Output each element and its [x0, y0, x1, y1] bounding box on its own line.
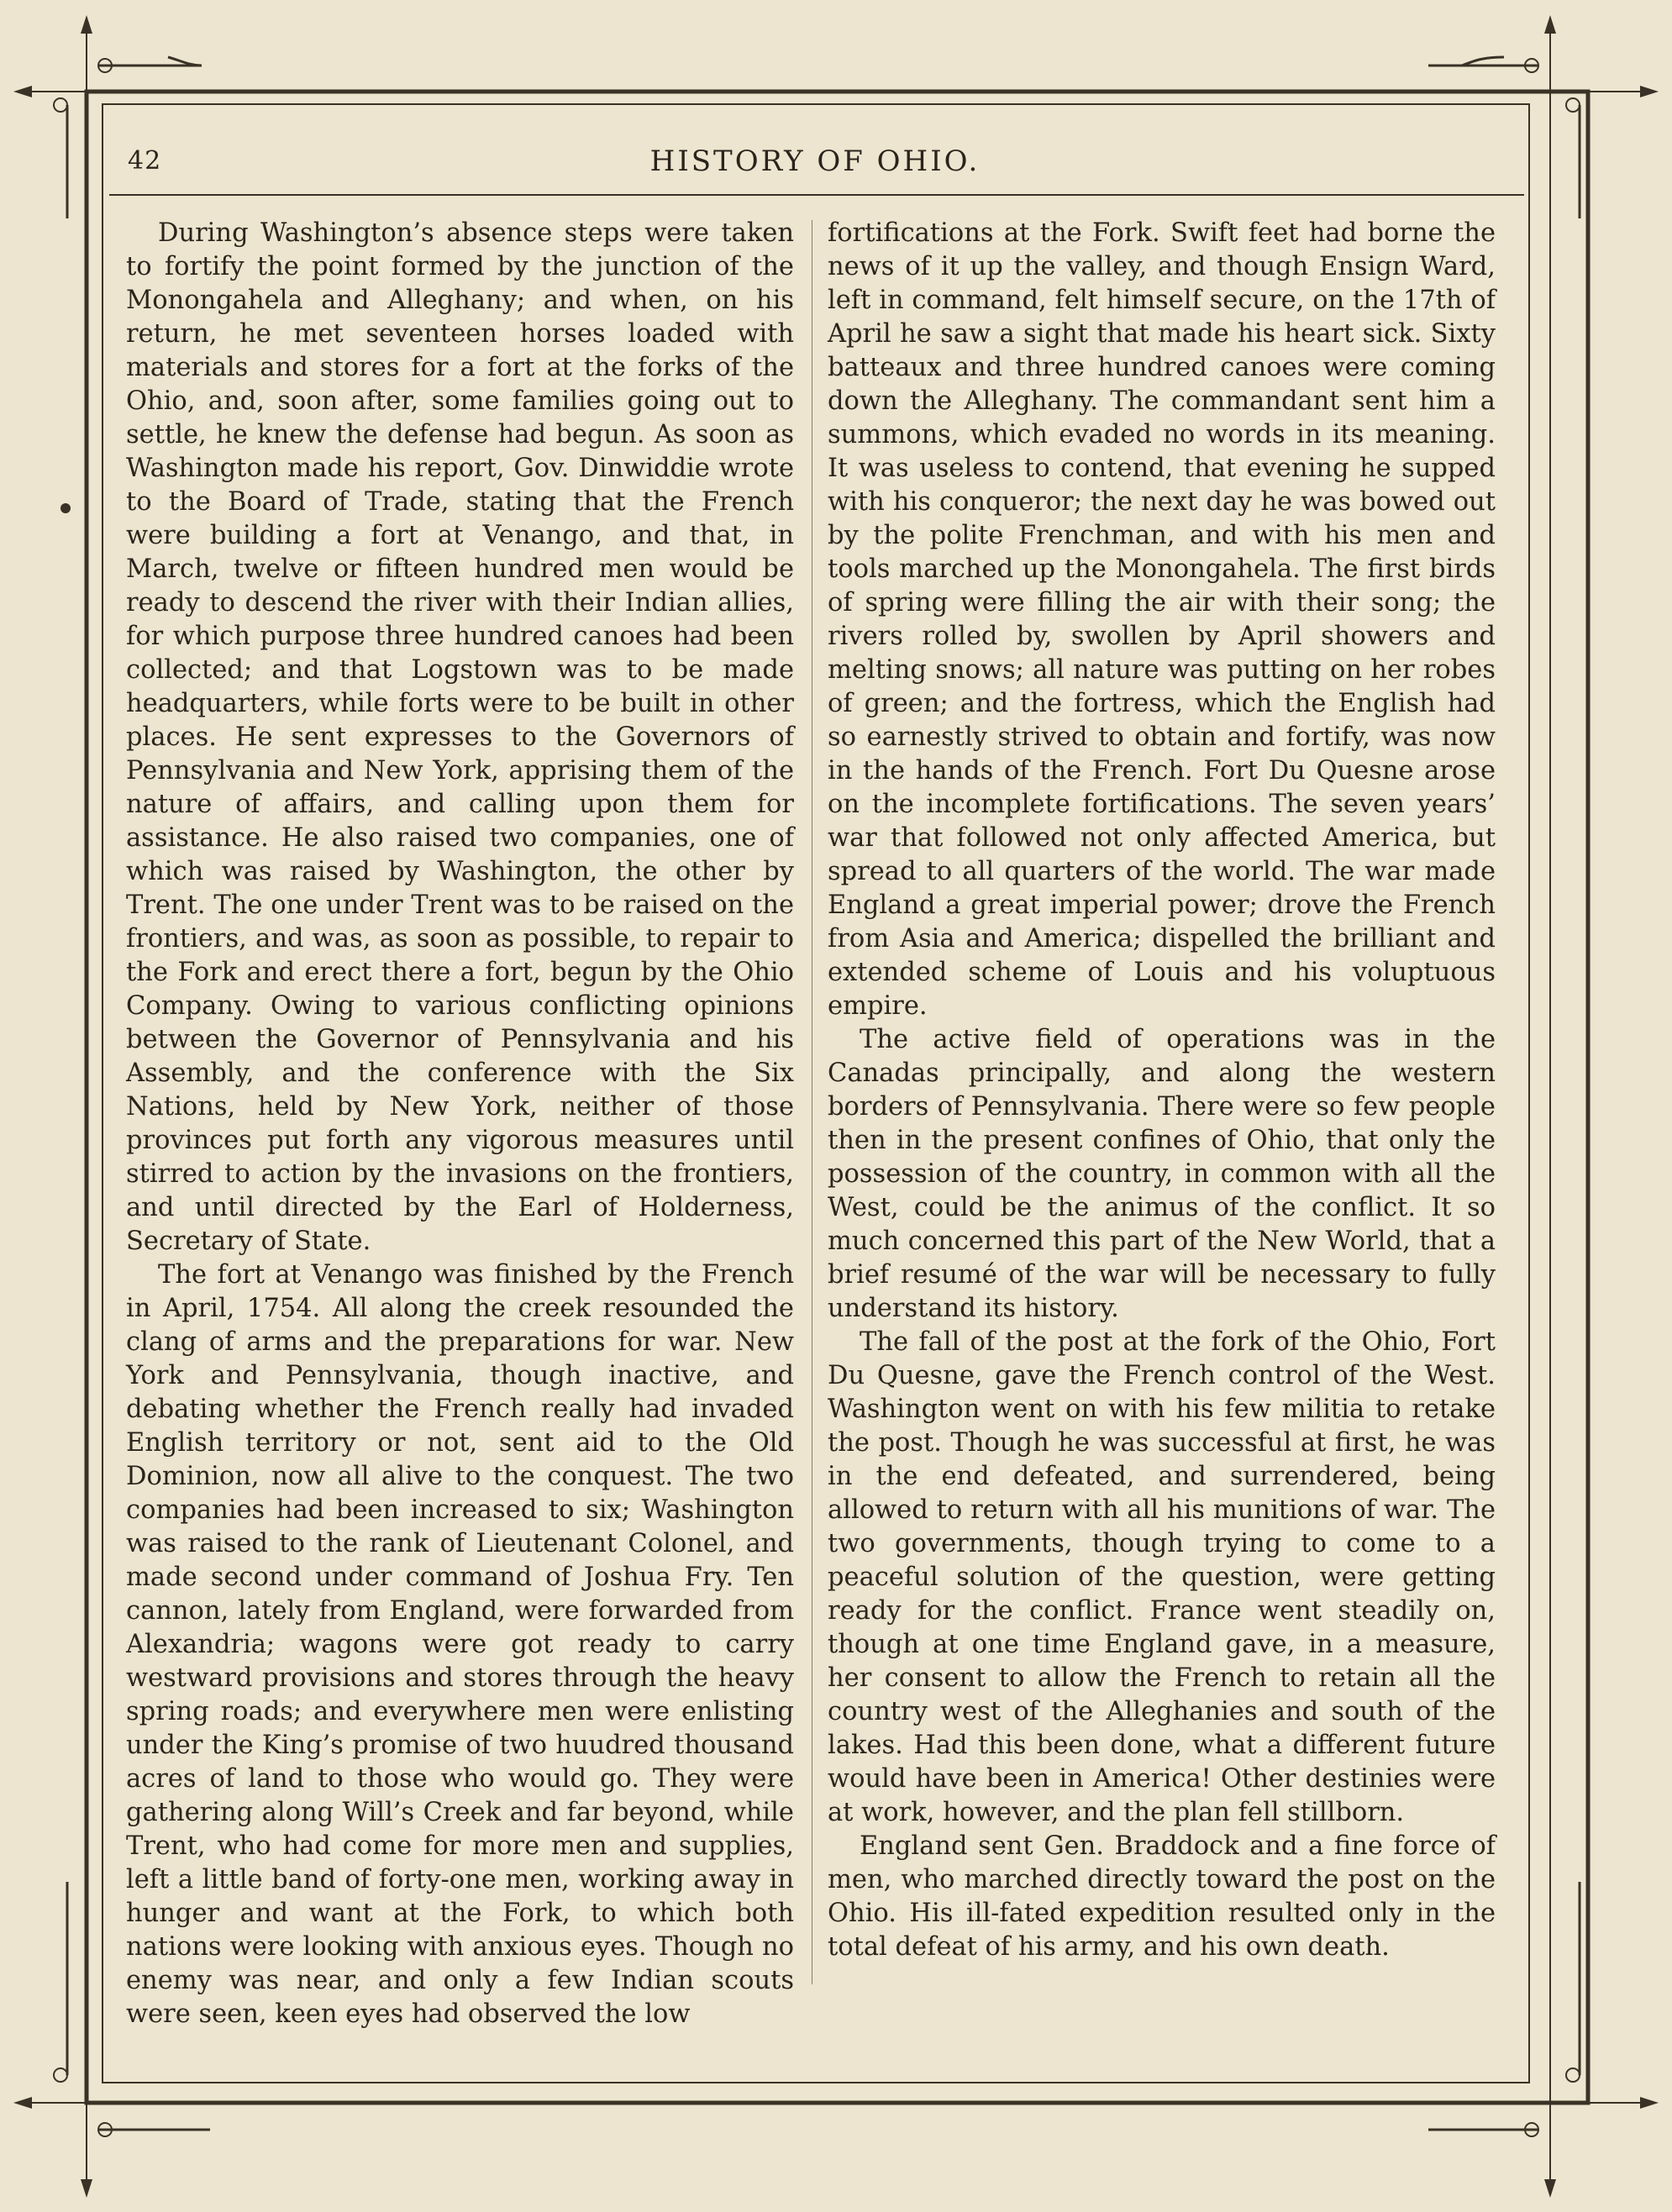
- paragraph: The fort at Venango was finished by the French in April, 1754. All along the creek resounded the clang of arms and the preparations for war. New York and Pennsylvania, though inactive, and debating whether the French really had invaded English territory or not, sent aid to the Old Dominion, now all alive to the conquest. The two companies had been increased to six; Washington was raised to the rank of Lieutenant Colonel, and made second under command of Joshua Fry. Ten cannon, lately from England, were forwarded from Alexandria; wagons were got ready to carry westward provisions and stores through the heavy spring roads; and everywhere men were enlisting under the King’s promise of two huudred thousand acres of land to those who would go. They were gathering along Will’s Creek and far beyond, while Trent, who had come for more men and supplies, left a little band of forty-one men, working away in hunger and want at the Fork, to which both nations were looking with anxious eyes. Though no enemy was near, and only a few Indian scouts were seen, keen eyes had observed the low: [126, 1260, 794, 2029]
- page-number: 42: [128, 146, 162, 176]
- paragraph: fortifications at the Fork. Swift feet had borne the news of it up the valley, and though Ensign Ward, left in command, felt himself secure, on the 17th of April he saw a sight that made his heart sick. Sixty batteaux and three hundred canoes were coming down the Alleghany. The commandant sent him a summons, which evaded no words in its meaning. It was useless to contend, that evening he supped with his conqueror; the next day he was bowed out by the polite Frenchman, and with his men and tools marched up the Monongahela. The first birds of spring were filling the air with their song; the rivers rolled by, swollen by April showers and melting snows; all nature was putting on her robes of green; and the fortress, which the English had so earnestly strived to obtain and fortify, was now in the hands of the French. Fort Du Quesne arose on the incomplete fortifications. The seven years’ war that followed not only affected America, but spread to all quarters of the world. The war made England a great imperial power; drove the French from Asia and America; dispelled the brilliant and extended scheme of Louis and his voluptuous empire.: [828, 218, 1496, 1021]
- paragraph: The active field of operations was in the Canadas principally, and along the western borders of Pennsylvania. There were so few people then in the present confines of Ohio, that only the possession of the country, in common with all the West, could be the animus of the conflict. It so much concerned this part of the New World, that a brief resumé of the war will be necessary to fully understand its history.: [828, 1025, 1496, 1323]
- left-text-column: [126, 217, 794, 2031]
- page-header: [109, 134, 1521, 185]
- paragraph: The fall of the post at the fork of the Ohio, Fort Du Quesne, gave the French control of the West. Washington went on with his few militia to retake the post. Though he was successful at first, he was in the end defeated, and surrendered, being allowed to return with all his munitions of war. The two governments, though trying to come to a peaceful solution of the question, were getting ready for the conflict. France went steadily on, though at one time England gave, in a measure, her consent to allow the French to retain all the country west of the Alleghanies and south of the lakes. Had this been done, what a different future would have been in America! Other destinies were at work, however, and the plan fell stillborn.: [828, 1327, 1496, 1827]
- paragraph: England sent Gen. Braddock and a fine force of men, who marched directly toward the post on the Ohio. His ill-fated expedition resulted only in the total defeat of his army, and his own death.: [828, 1831, 1496, 1962]
- right-text-column: [828, 217, 1496, 1964]
- running-title: HISTORY OF OHIO.: [649, 144, 981, 178]
- paragraph: During Washington’s absence steps were taken to fortify the point formed by the junction of the Monongahela and Alleghany; and when, on his return, he met seventeen horses loaded with materials and stores for a fort at the forks of the Ohio, and, soon after, some families going out to settle, he knew the defense had begun. As soon as Washington made his report, Gov. Dinwiddie wrote to the Board of Trade, stating that the French were building a fort at Venango, and that, in March, twelve or fifteen hundred men would be ready to descend the river with their Indian allies, for which purpose three hundred canoes had been collected; and that Logstown was to be made headquarters, while forts were to be built in other places. He sent expresses to the Governors of Pennsylvania and New York, apprising them of the nature of affairs, and calling upon them for assistance. He also raised two companies, one of which was raised by Washington, the other by Trent. The one under Trent was to be raised on the frontiers, and was, as soon as possible, to repair to the Fork and erect there a fort, begun by the Ohio Company. Owing to various conflicting opinions between the Governor of Pennsylvania and his Assembly, and the conference with the Six Nations, held by New York, neither of those provinces put forth any vigorous measures until stirred to action by the invasions on the frontiers, and until directed by the Earl of Holderness, Secretary of State.: [126, 218, 794, 1256]
